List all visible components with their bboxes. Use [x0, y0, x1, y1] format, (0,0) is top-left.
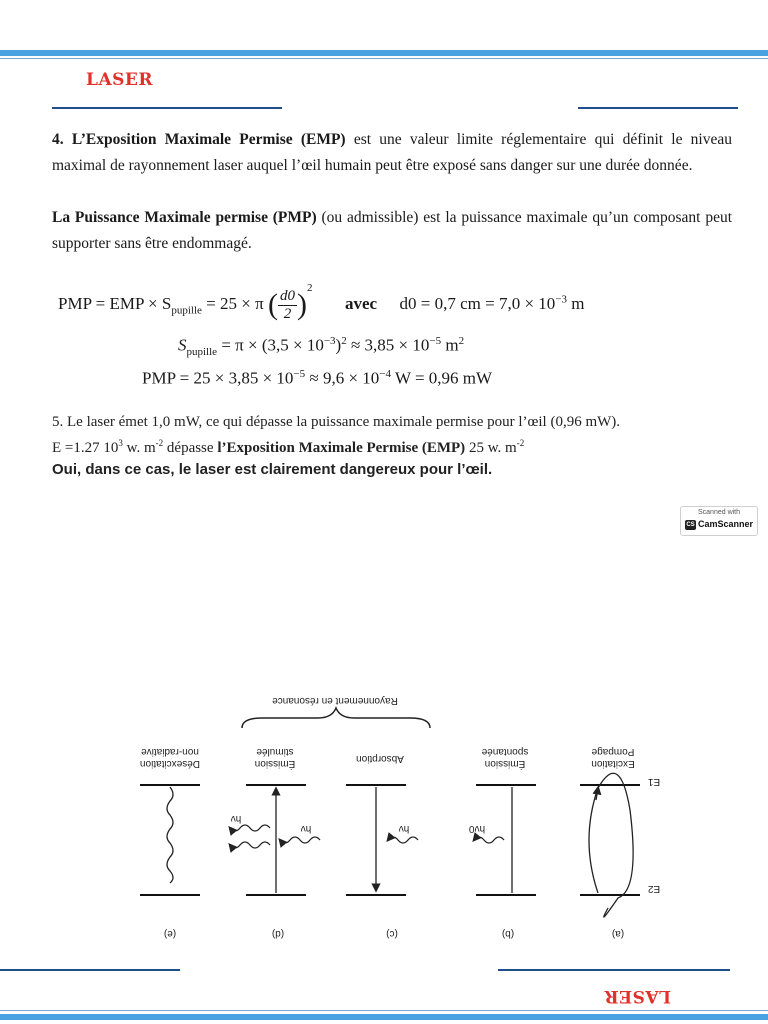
spontaneous-photon — [474, 837, 504, 843]
letter-b: (b) — [501, 928, 515, 939]
letter-e: (e) — [163, 928, 177, 939]
level-label-upper: E1 — [647, 776, 661, 787]
equation-pmp-formula: PMP = EMP × $S_{pupille} = 25 \times \pi$ ( $\frac{d0}{2}$ )$^2$ avec d0 = 0,7 cm = $7,0 \times 10^{-3}$ m — [58, 282, 585, 322]
nonradiative-wave — [167, 787, 173, 883]
photon-label-d: hν — [300, 823, 312, 834]
footer-rule-right — [498, 969, 730, 971]
letter-d: (d) — [271, 928, 285, 939]
equation-pupil-area: $S_{pupille} = \pi \times (3,5 \times 10^{-3})^2 \approx 3,85 \times 10^{-5}$ $m^2$ — [178, 335, 465, 359]
answer-conclusion: Oui, dans ce cas, le laser est clairement dangereux pour l’œil. — [52, 461, 493, 478]
letter-a: (a) — [611, 928, 625, 939]
answer-line1: 5. Le laser émet 1,0 mW, ce qui dépasse la puissance maximale permise pour l’œil (0,96 mW). — [52, 414, 621, 430]
header-rule-left — [52, 107, 282, 109]
label-column-c: Absorption — [356, 753, 404, 764]
scanner-caption: Scanned with — [697, 509, 741, 516]
page-title: LASER — [86, 70, 154, 90]
camscanner-logo-icon: CS — [686, 522, 695, 528]
section4-paragraph1 — [52, 127, 732, 179]
top-band-line — [0, 58, 768, 59]
photon-label-b: hν0 — [468, 823, 486, 834]
header-rule-right — [578, 107, 738, 109]
incoming-photon — [280, 837, 320, 843]
resonance-label: Rayonnement en résonance — [272, 695, 398, 706]
answer-line2: E =1.27 $10^3$ w. $m^{-2}$ dépasse l’Exposition Maximale Permise (EMP) 25 w. $m^{-2}$ — [52, 438, 525, 456]
camscanner-badge — [680, 506, 758, 536]
bottom-band-line — [0, 1010, 768, 1011]
label-column-a: Excitation Pompage — [591, 746, 635, 769]
level-label-lower: E2 — [647, 883, 661, 894]
footer-title: LASER — [604, 986, 672, 1006]
label-column-b: Émission spontanée — [481, 746, 529, 769]
emp-definition: est une valeur limite réglementaire qui définit le niveau maximal de rayonnement laser auquel l’œil humain peut être exposé sans danger sur une durée donnée. — [52, 131, 732, 174]
absorbed-photon — [388, 837, 418, 843]
section4-paragraph2 — [52, 205, 732, 257]
photon-label-e: hν — [230, 813, 242, 824]
bottom-band — [0, 1014, 768, 1020]
label-column-d: Émission stimulée — [254, 746, 296, 769]
emitted-photon-2 — [230, 842, 270, 848]
emitted-photon-1 — [230, 825, 270, 831]
label-column-e: Désexcitation non-radiative — [139, 746, 201, 769]
resonance-brace — [242, 708, 430, 728]
pmp-definition: (ou admissible) est la puissance maximale qu’un composant peut supporter sans être endommagé. — [52, 209, 733, 252]
photon-label-c: hν — [398, 823, 410, 834]
top-band — [0, 50, 768, 56]
energy-level-diagram — [0, 690, 768, 950]
pmp-term: La Puissance Maximale permise (PMP) — [52, 209, 317, 226]
equation-pmp-result: PMP = $25 \times 3,85 \times 10^{-5} \approx 9,6 \times 10^{-4}$ W = 0,96 mW — [142, 368, 493, 388]
footer-rule-left — [0, 969, 180, 971]
emp-term: 4. L’Exposition Maximale Permise (EMP) — [52, 131, 346, 148]
section5-answer — [52, 412, 732, 480]
letter-c: (c) — [386, 928, 398, 939]
scanner-brand: CamScanner — [698, 519, 754, 529]
